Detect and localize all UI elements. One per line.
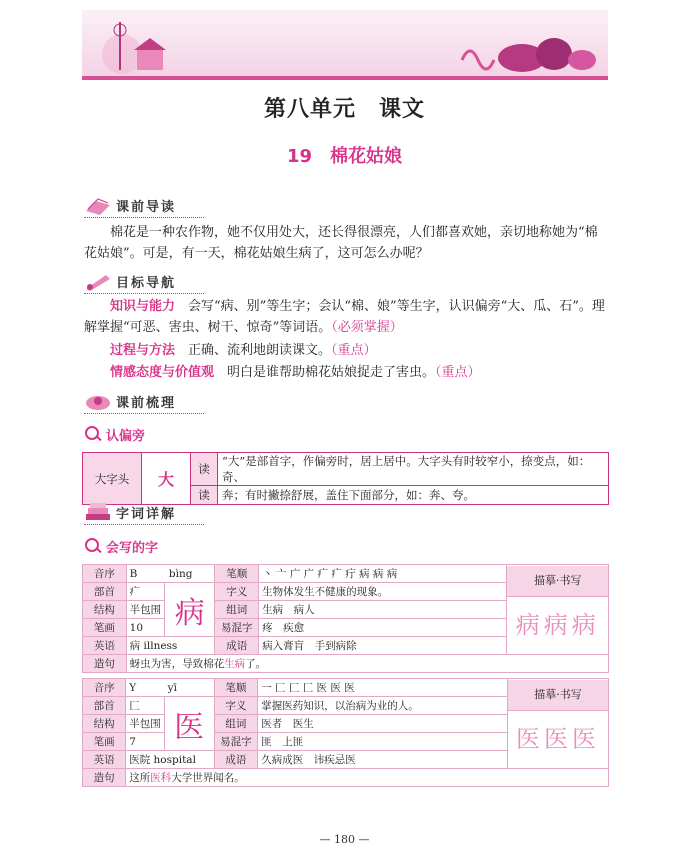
section-goals: [84, 269, 176, 293]
page-number: — 180 —: [319, 833, 370, 846]
practice-box-yi[interactable]: 描摹·书写 医医医: [507, 679, 608, 769]
char-card-bing: 音序 B bìng 笔顺 丶 亠 广 广 疒 疒 疔 病 病 病 描摹·书写 病病病 部首 疒 病 字义 生物体发生不健康的现象。 结构 半包围 组词 生病 病人 笔画 10 易混字 疼 疾愈 英语 病 illness 成语 病入膏肓 手到病除 造句 蚜虫为害，导致棉花生病了。: [82, 564, 609, 673]
banner-decoration-icon: [82, 10, 608, 76]
radical-line-1: “大”是部首字，作偏旁时，居上居中。大字头有时较窄小，捺变点，如：奇、: [218, 453, 609, 486]
write-heading: 会写的字: [84, 536, 158, 556]
radical-table: 大字头 大 读 “大”是部首字，作偏旁时，居上居中。大字头有时较窄小，捺变点，如：奇、 读 奔；有时撇捺舒展，盖住下面部分，如：奔、夸。: [82, 452, 609, 505]
lesson-title: 19 棉花姑娘: [286, 146, 403, 167]
radical-heading: 认偏旁: [84, 424, 145, 444]
unit-title: 第八单元 课文: [263, 96, 425, 122]
radical-name: 大字头: [83, 453, 142, 505]
main-char: 病: [165, 583, 215, 637]
section-preview-label: 课前导读: [116, 199, 177, 215]
pencil-icon: [84, 271, 112, 291]
example-sentence: 蚜虫为害，导致棉花生病了。: [126, 655, 608, 673]
radical-char: 大: [142, 453, 191, 505]
radical-line-2: 奔；有时撇捺舒展，盖住下面部分，如：奔、夸。: [218, 486, 609, 505]
books-icon: [84, 502, 112, 522]
section-preview: [84, 193, 176, 217]
main-char: 医: [164, 697, 214, 751]
goal-emotion: 情感态度与价值观 明白是谁帮助棉花姑娘捉走了害虫。（重点）: [110, 365, 481, 380]
magnifier-icon: [84, 425, 102, 443]
section-review-label: 课前梳理: [116, 395, 177, 411]
practice-box-bing[interactable]: 描摹·书写 病病病: [507, 565, 609, 655]
section-words-label: 字词详解: [116, 506, 177, 522]
magnifier-icon: [84, 537, 102, 555]
goal-knowledge: 知识与能力 会写“病、别”等生字；会认“棉、娘”等生字，认识偏旁“大、瓜、石”。理解掌握“可恶、害虫、树干、惊奇”等词语。（必须掌握）: [84, 299, 605, 335]
preview-text: 棉花是一种农作物，她不仅用处大，还长得很漂亮，人们都喜欢她，亲切地称她为“棉花姑娘”。可是，有一天，棉花姑娘生病了，这可怎么办呢？: [84, 225, 598, 261]
flower-icon: [84, 391, 112, 411]
book-icon: [84, 195, 112, 215]
char-card-yi: 音序 Y yī 笔顺 一 匚 匚 匚 医 医 医 描摹·书写 医医医 部首 匚 医 字义 掌握医药知识，以治病为业的人。 结构 半包围 组词 医者 医生 笔画 7 易混字 匪 上匪 英语 医院 hospital 成语 久病成医 讳疾忌医 造句 这所医科大学世界闻名。: [82, 678, 609, 787]
header-banner: [82, 10, 608, 80]
example-sentence: 这所医科大学世界闻名。: [126, 769, 609, 787]
section-goals-label: 目标导航: [116, 275, 177, 291]
goal-process: 过程与方法 正确、流利地朗读课文。（重点）: [110, 343, 377, 358]
section-words: [84, 500, 176, 524]
section-review: [84, 389, 176, 413]
